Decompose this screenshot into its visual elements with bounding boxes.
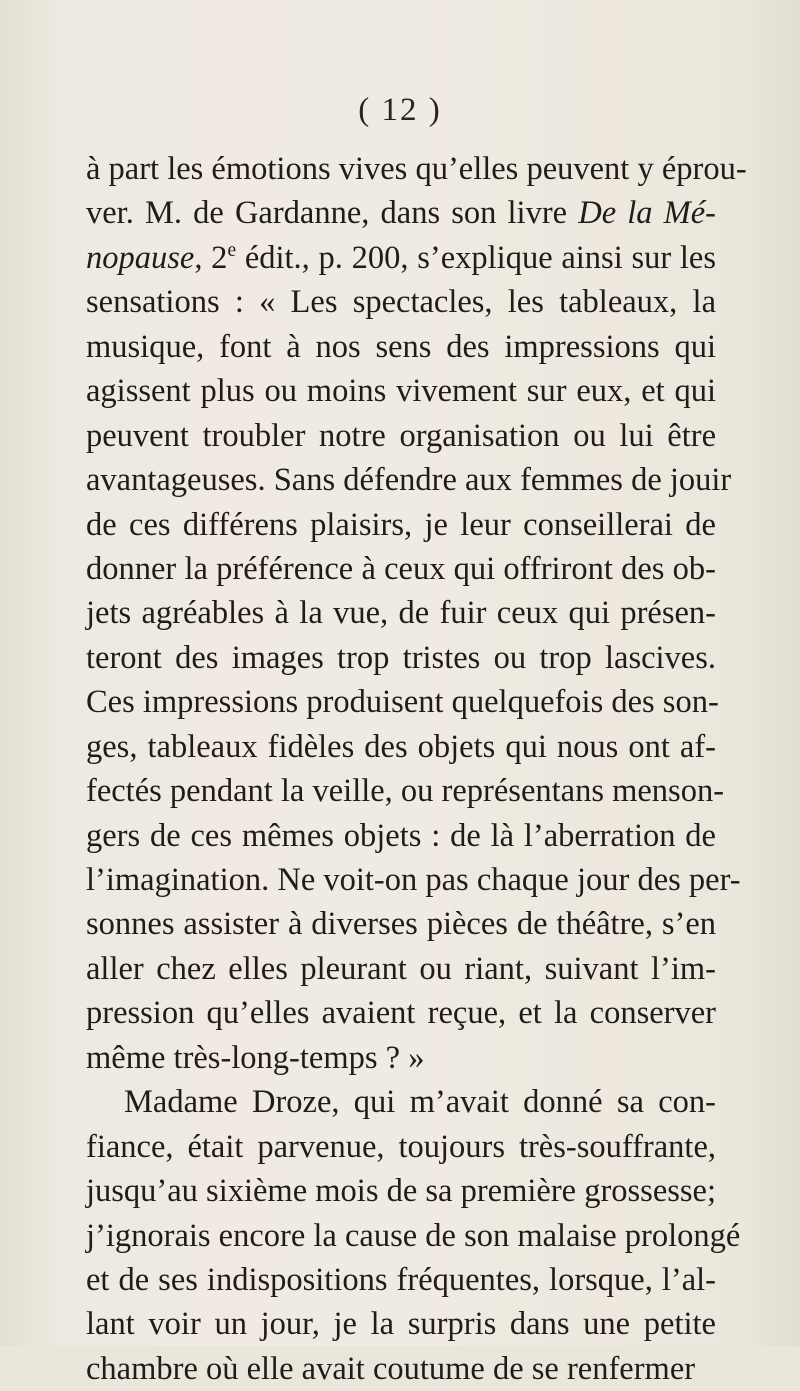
text-segment: teront des images trop tristes ou trop lascives. [86, 639, 716, 676]
text-segment: sensations : « Les spectacles, les tableaux, la [86, 284, 716, 321]
text-segment: l’imagination. Ne voit-on pas chaque jour des per- [86, 862, 741, 898]
text-segment: jusqu’au sixième mois de sa première grossesse; [86, 1173, 716, 1210]
superscript: e [227, 240, 237, 262]
text-segment: pression qu’elles avaient reçue, et la conserver [86, 995, 716, 1032]
text-line [86, 1258, 716, 1302]
text-line [86, 991, 716, 1035]
text-line [86, 369, 716, 413]
body-text [86, 147, 747, 1391]
text-segment: chambre où elle avait coutume de se renfermer [86, 1350, 696, 1387]
text-line [86, 769, 725, 813]
text-segment: gers de ces mêmes objets : de là l’aberration de [86, 817, 716, 854]
text-line [86, 1125, 716, 1169]
text-segment: à part les émotions vives qu’elles peuvent y éprou- [86, 151, 747, 187]
text-line [86, 636, 716, 680]
text-line [86, 325, 716, 369]
text-segment: édit., p. 200, s’explique ainsi sur les [236, 239, 716, 276]
text-segment: ver. M. de Gardanne, dans son livre [86, 195, 579, 232]
text-segment: fiance, était parvenue, toujours très-souffrante, [86, 1128, 716, 1165]
text-segment: peuvent troubler notre organisation ou lui être [86, 417, 716, 454]
text-line [86, 902, 716, 946]
text-line [86, 725, 716, 769]
text-segment: Madame Droze, qui m’avait donné sa con- [124, 1084, 716, 1121]
text-segment: même très-long-temps ? » [86, 1039, 425, 1076]
text-line [86, 680, 719, 724]
text-line [86, 147, 747, 191]
text-segment: Ces impressions produisent quelquefois des son- [86, 684, 719, 721]
text-segment: lant voir un jour, je la surpris dans une petite [86, 1306, 716, 1343]
text-segment: aller chez elles pleurant ou riant, suivant l’im- [86, 950, 716, 987]
italic-title: De la Mé- [578, 195, 717, 232]
text-line [86, 591, 716, 635]
text-line [86, 1302, 716, 1346]
text-line [86, 1036, 716, 1080]
text-line [86, 191, 716, 235]
text-line [86, 1080, 716, 1124]
text-line [86, 414, 716, 458]
text-segment: ges, tableaux fidèles des objets qui nous ont af- [86, 728, 716, 765]
text-line [86, 1169, 716, 1213]
text-segment: avantageuses. Sans défendre aux femmes de jouir [86, 462, 732, 499]
page-number: ( 12 ) [358, 92, 442, 128]
text-line [86, 503, 716, 547]
text-segment: de ces différens plaisirs, je leur conseillerai de [86, 506, 716, 543]
text-segment: sonnes assister à diverses pièces de théâtre, s’en [86, 906, 716, 943]
text-segment: fectés pendant la veille, ou représentans menson- [86, 773, 725, 810]
text-line [86, 458, 732, 502]
text-segment: musique, font à nos sens des impressions qui [86, 328, 716, 365]
text-line [86, 1347, 716, 1391]
text-segment: j’ignorais encore la cause de son malaise prolongé [86, 1217, 741, 1254]
text-line [86, 1214, 741, 1258]
text-segment: jets agréables à la vue, de fuir ceux qui présen- [86, 595, 716, 632]
text-segment: et de ses indispositions fréquentes, lorsque, l’al- [86, 1261, 716, 1298]
text-line [86, 236, 716, 280]
text-segment: donner la préférence à ceux qui offriront des ob- [86, 550, 716, 587]
text-line [86, 280, 716, 324]
text-segment: agissent plus ou moins vivement sur eux, et qui [86, 373, 716, 410]
text-line [86, 947, 716, 991]
text-segment: , 2 [194, 239, 228, 276]
text-line [86, 814, 716, 858]
italic-title: nopause [86, 239, 195, 276]
text-line [86, 858, 741, 902]
text-line [86, 547, 716, 591]
